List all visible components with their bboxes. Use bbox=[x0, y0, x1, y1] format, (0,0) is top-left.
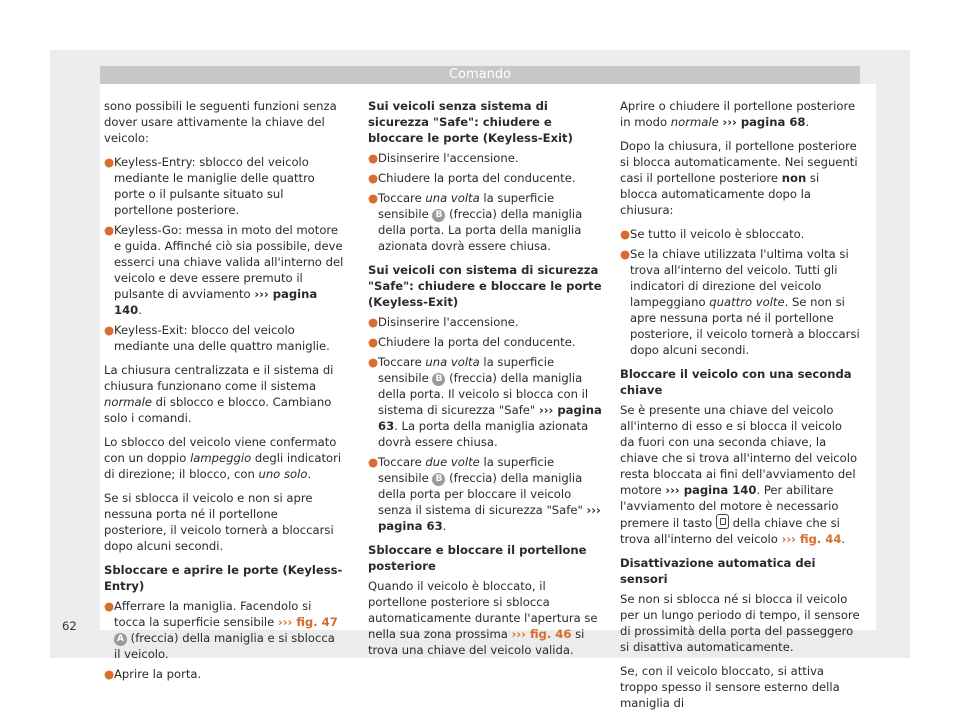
bullet-item: ● Toccare due volte la superficie sensibile B (freccia) della maniglia della porta per bloccare il veicolo senza il sistema di sicurezza "Safe" ››› pagina 63. bbox=[368, 455, 601, 533]
bullet-item: ● Toccare una volta la superficie sensibile B (freccia) della maniglia della porta. La porta della maniglia azionata dovrà essere chiusa. bbox=[368, 191, 583, 253]
column-2 bbox=[368, 98, 608, 666]
bullet-item: ● Toccare una volta la superficie sensibile B (freccia) della maniglia della porta. Il veicolo si blocca con il sistema di sicurezza "Safe" ››› pagina 63. La porta della maniglia azionata dovrà essere chiusa. bbox=[368, 355, 602, 449]
paragraph: Quando il veicolo è bloccato, il portellone posteriore si sblocca automaticamente durante l'apertura se nella sua zona prossima ››› fig. 46 si trova una chiave del veicolo valida. bbox=[368, 579, 598, 657]
bullet-item: ● Aprire la porta. bbox=[104, 667, 202, 681]
subheading: Sui veicoli con sistema di sicurezza "Safe": chiudere e bloccare le porte (Keyless-Exit) bbox=[368, 263, 602, 309]
paragraph: Lo sblocco del veicolo viene confermato con un doppio lampeggio degli indicatori di direzione; il blocco, con uno solo. bbox=[104, 435, 342, 481]
paragraph: Se si sblocca il veicolo e non si apre nessuna porta né il portellone posteriore, il veicolo tornerà a bloccarsi dopo alcuni secondi. bbox=[104, 491, 334, 553]
page-reference-link[interactable]: ››› pagina 140 bbox=[665, 483, 757, 497]
paragraph: Dopo la chiusura, il portellone posteriore si blocca automaticamente. Nei seguenti casi il portellone posteriore non si blocca automaticamente dopo la chiusura: bbox=[620, 139, 858, 217]
page-reference-link[interactable]: ››› pagina 140 bbox=[114, 287, 318, 317]
figure-reference-link[interactable]: ››› fig. 46 bbox=[511, 627, 572, 641]
paragraph: La chiusura centralizzata e il sistema di chiusura funzionano come il sistema normale di sblocco e blocco. Cambiano solo i comandi. bbox=[104, 363, 334, 425]
key-unlock-button-icon bbox=[716, 514, 729, 529]
bullet-item: ● Se tutto il veicolo è sbloccato. bbox=[620, 227, 805, 241]
marker-b-icon: B bbox=[432, 209, 445, 222]
column-3 bbox=[620, 98, 860, 719]
bullet-item: ● Keyless-Entry: sblocco del veicolo mediante le maniglie delle quattro porte o il pulsante situato sul portellone posteriore. bbox=[104, 155, 315, 217]
bullet-item: ● Afferrare la maniglia. Facendolo si tocca la superficie sensibile ››› fig. 47 A (freccia) della maniglia e si sblocca il veicolo. bbox=[104, 599, 338, 661]
paragraph: Se, con il veicolo bloccato, si attiva troppo spesso il sensore esterno della maniglia di bbox=[620, 664, 840, 710]
paragraph: Aprire o chiudere il portellone posteriore in modo normale ››› pagina 68. bbox=[620, 99, 856, 129]
bullet-item: ● Keyless-Exit: blocco del veicolo mediante una delle quattro maniglie. bbox=[104, 323, 330, 353]
subheading: Bloccare il veicolo con una seconda chiave bbox=[620, 367, 852, 397]
page-reference-link[interactable]: ››› pagina 63 bbox=[378, 503, 601, 533]
section-header bbox=[100, 66, 860, 84]
column-1 bbox=[104, 98, 344, 686]
marker-b-icon: B bbox=[432, 473, 445, 486]
figure-reference-link[interactable]: ››› fig. 44 bbox=[781, 532, 842, 546]
paragraph: Se non si sblocca né si blocca il veicolo per un lungo periodo di tempo, il sensore di prossimità della porta del passeggero si disattiva automaticamente. bbox=[620, 592, 860, 654]
paragraph: Se è presente una chiave del veicolo all'interno di esso e si blocca il veicolo da fuori con una seconda chiave, la chiave che si trova all'interno del veicolo resta bloccata ai fini dell'avviamento del motore ››› pagina 140. Per abilitare l'avviamento del motore è necessario premere il tasto della chiave che si trova all'interno del veicolo ››› fig. 44. bbox=[620, 403, 858, 546]
page-reference-link[interactable]: ››› pagina 68 bbox=[722, 115, 806, 129]
paragraph: sono possibili le seguenti funzioni senza dover usare attivamente la chiave del veicolo: bbox=[104, 99, 337, 145]
page-reference-link[interactable]: ››› pagina 63 bbox=[378, 403, 602, 433]
subheading: Sui veicoli senza sistema di sicurezza "Safe": chiudere e bloccare le porte (Keyless-Exit) bbox=[368, 99, 573, 145]
bullet-item: ● Chiudere la porta del conducente. bbox=[368, 335, 576, 349]
bullet-item: ● Disinserire l'accensione. bbox=[368, 151, 519, 165]
marker-a-icon: A bbox=[114, 633, 127, 646]
bullet-item: ● Se la chiave utilizzata l'ultima volta si trova all'interno del veicolo. Tutti gli indicatori di direzione del veicolo lampeggiano quattro volte. Se non si apre nessuna porta né il portellone posteriore, il veicolo tornerà a bloccarsi dopo alcuni secondi. bbox=[620, 247, 860, 357]
section-title: Comando bbox=[448, 67, 512, 82]
page-number: 62 bbox=[62, 619, 77, 633]
bullet-item: ● Disinserire l'accensione. bbox=[368, 315, 519, 329]
page-content bbox=[100, 84, 876, 710]
subheading: Sbloccare e aprire le porte (Keyless-Entry) bbox=[104, 563, 343, 593]
subheading: Sbloccare e bloccare il portellone posteriore bbox=[368, 543, 587, 573]
bullet-item: ● Keyless-Go: messa in moto del motore e guida. Affinché ciò sia possibile, deve esserci una chiave valida all'interno del veicolo e deve essere premuto il pulsante di avviamento ››› pagina 140. bbox=[104, 223, 344, 317]
figure-reference-link[interactable]: ››› fig. 47 bbox=[277, 615, 338, 629]
subheading: Disattivazione automatica dei sensori bbox=[620, 556, 816, 586]
marker-b-icon: B bbox=[432, 373, 445, 386]
bullet-item: ● Chiudere la porta del conducente. bbox=[368, 171, 576, 185]
